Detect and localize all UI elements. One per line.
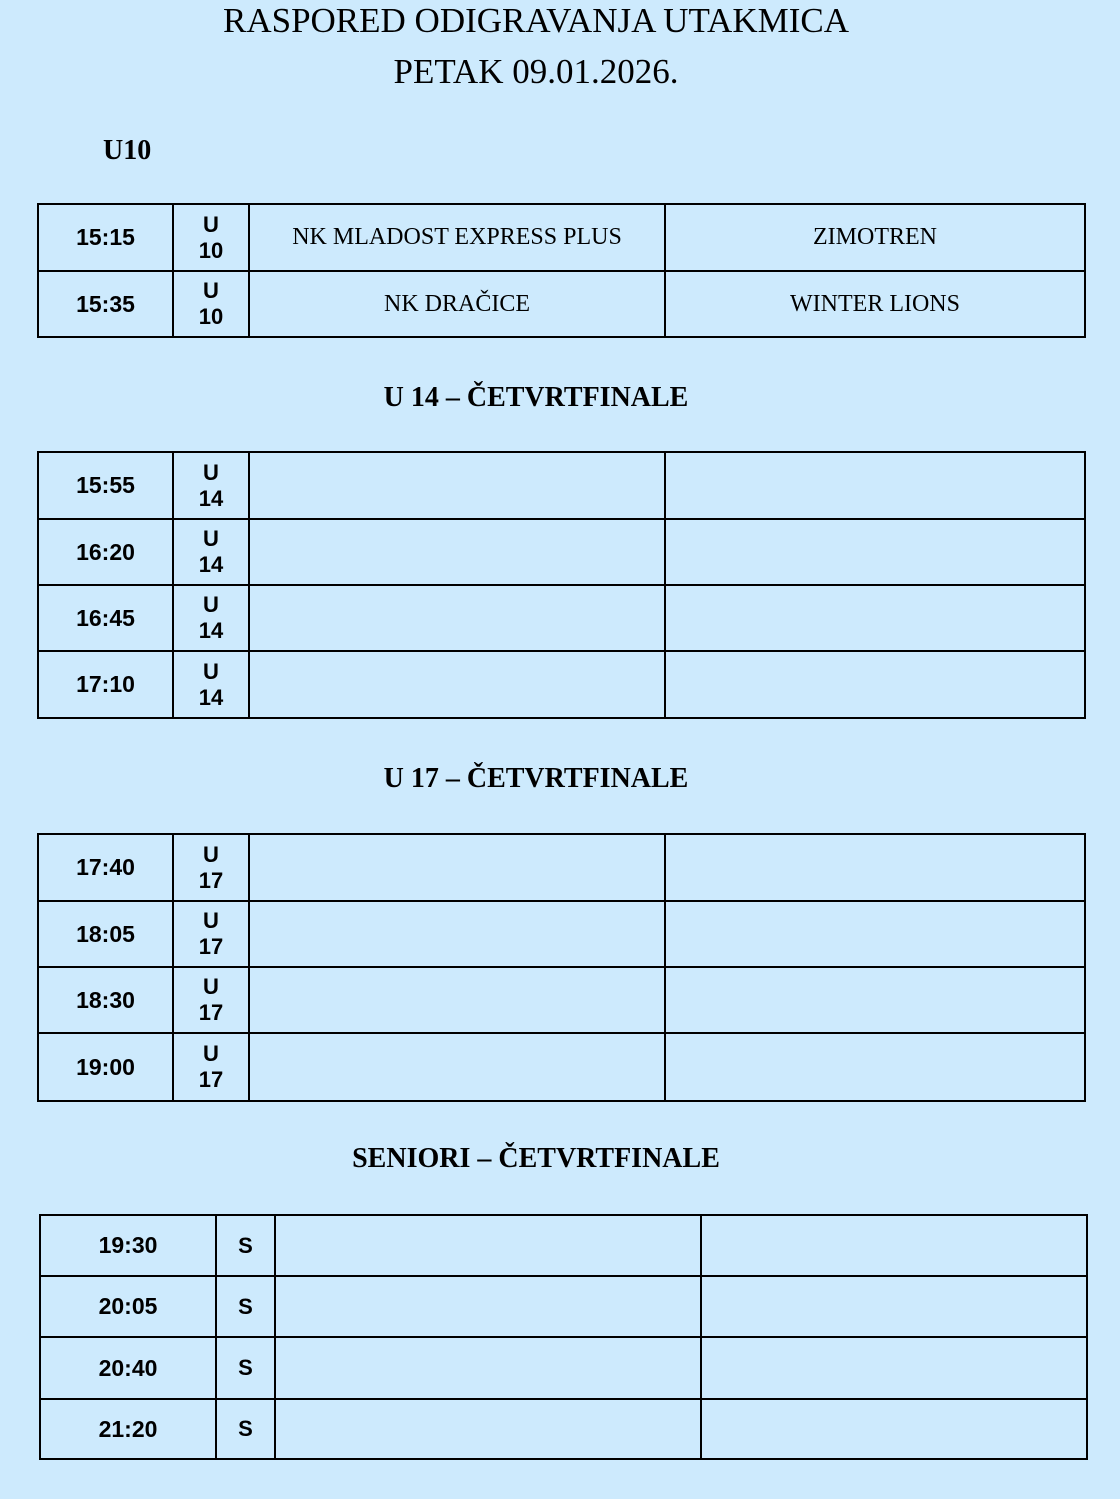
home-team [275, 1276, 701, 1337]
category-label: U17 [198, 908, 224, 959]
category-label: U10 [198, 278, 224, 329]
away-team: WINTER LIONS [665, 271, 1085, 337]
match-category [173, 204, 249, 271]
category-label: U17 [198, 841, 224, 893]
match-category [173, 1033, 249, 1101]
category-label: U14 [198, 592, 224, 643]
home-team [249, 651, 665, 718]
home-team [275, 1337, 701, 1399]
home-team: NK MLADOST EXPRESS PLUS [249, 204, 665, 271]
away-team [665, 452, 1085, 519]
match-time: 20:40 [40, 1337, 216, 1399]
match-time: 18:05 [38, 901, 173, 967]
away-team: ZIMOTREN [665, 204, 1085, 271]
category-label: U14 [198, 459, 224, 511]
match-time: 19:30 [40, 1215, 216, 1276]
table-row [38, 204, 1085, 271]
table-row [40, 1215, 1087, 1276]
away-team [665, 967, 1085, 1033]
home-team [249, 585, 665, 651]
home-team [249, 901, 665, 967]
match-category [173, 519, 249, 585]
table-row [38, 519, 1085, 585]
away-team [701, 1215, 1087, 1276]
table-row [38, 901, 1085, 967]
away-team [665, 585, 1085, 651]
match-category: S [216, 1337, 275, 1399]
table-row [38, 452, 1085, 519]
home-team: NK DRAČICE [249, 271, 665, 337]
match-time: 15:55 [38, 452, 173, 519]
table-row [38, 651, 1085, 718]
category-label: U14 [198, 526, 224, 577]
title-line-date: PETAK 09.01.2026. [393, 52, 679, 91]
match-category [173, 834, 249, 901]
title-line-1: RASPORED ODIGRAVANJA UTAKMICA [222, 1, 849, 40]
match-category [173, 901, 249, 967]
match-time: 17:10 [38, 651, 173, 718]
table-row [38, 1033, 1085, 1101]
table-row [40, 1399, 1087, 1459]
match-time: 16:45 [38, 585, 173, 651]
away-team [665, 519, 1085, 585]
away-team [701, 1276, 1087, 1337]
away-team [665, 1033, 1085, 1101]
match-category: S [216, 1276, 275, 1337]
home-team [249, 1033, 665, 1101]
match-time: 17:40 [38, 834, 173, 901]
match-time: 18:30 [38, 967, 173, 1033]
match-time: 21:20 [40, 1399, 216, 1459]
match-time: 15:15 [38, 204, 173, 271]
schedule-table-u10 [37, 203, 1086, 338]
home-team [249, 834, 665, 901]
match-category [173, 651, 249, 718]
match-category [173, 967, 249, 1033]
match-time: 16:20 [38, 519, 173, 585]
schedule-table-seniori [39, 1214, 1088, 1460]
section-heading-u17: U 17 – ČETVRTFINALE [383, 763, 689, 794]
home-team [249, 967, 665, 1033]
table-row [38, 271, 1085, 337]
schedule-table-u17 [37, 833, 1086, 1102]
table-row [40, 1276, 1087, 1337]
match-category [173, 585, 249, 651]
away-team [701, 1337, 1087, 1399]
away-team [665, 901, 1085, 967]
match-category: S [216, 1215, 275, 1276]
table-row [38, 834, 1085, 901]
match-category: S [216, 1399, 275, 1459]
away-team [701, 1399, 1087, 1459]
match-category [173, 452, 249, 519]
home-team [249, 519, 665, 585]
table-row [38, 967, 1085, 1033]
table-row [38, 585, 1085, 651]
home-team [275, 1399, 701, 1459]
section-heading-u10: U10 [103, 135, 152, 166]
section-heading-seniori: SENIORI – ČETVRTFINALE [352, 1143, 720, 1174]
match-time: 20:05 [40, 1276, 216, 1337]
home-team [249, 452, 665, 519]
home-team [275, 1215, 701, 1276]
away-team [665, 834, 1085, 901]
table-row [40, 1337, 1087, 1399]
category-label: U17 [198, 1041, 224, 1092]
away-team [665, 651, 1085, 718]
section-heading-u14: U 14 – ČETVRTFINALE [383, 382, 689, 413]
schedule-table-u14 [37, 451, 1086, 719]
category-label: U14 [198, 658, 224, 710]
category-label: U10 [198, 211, 224, 263]
match-time: 15:35 [38, 271, 173, 337]
match-time: 19:00 [38, 1033, 173, 1101]
match-category [173, 271, 249, 337]
category-label: U17 [198, 974, 224, 1025]
